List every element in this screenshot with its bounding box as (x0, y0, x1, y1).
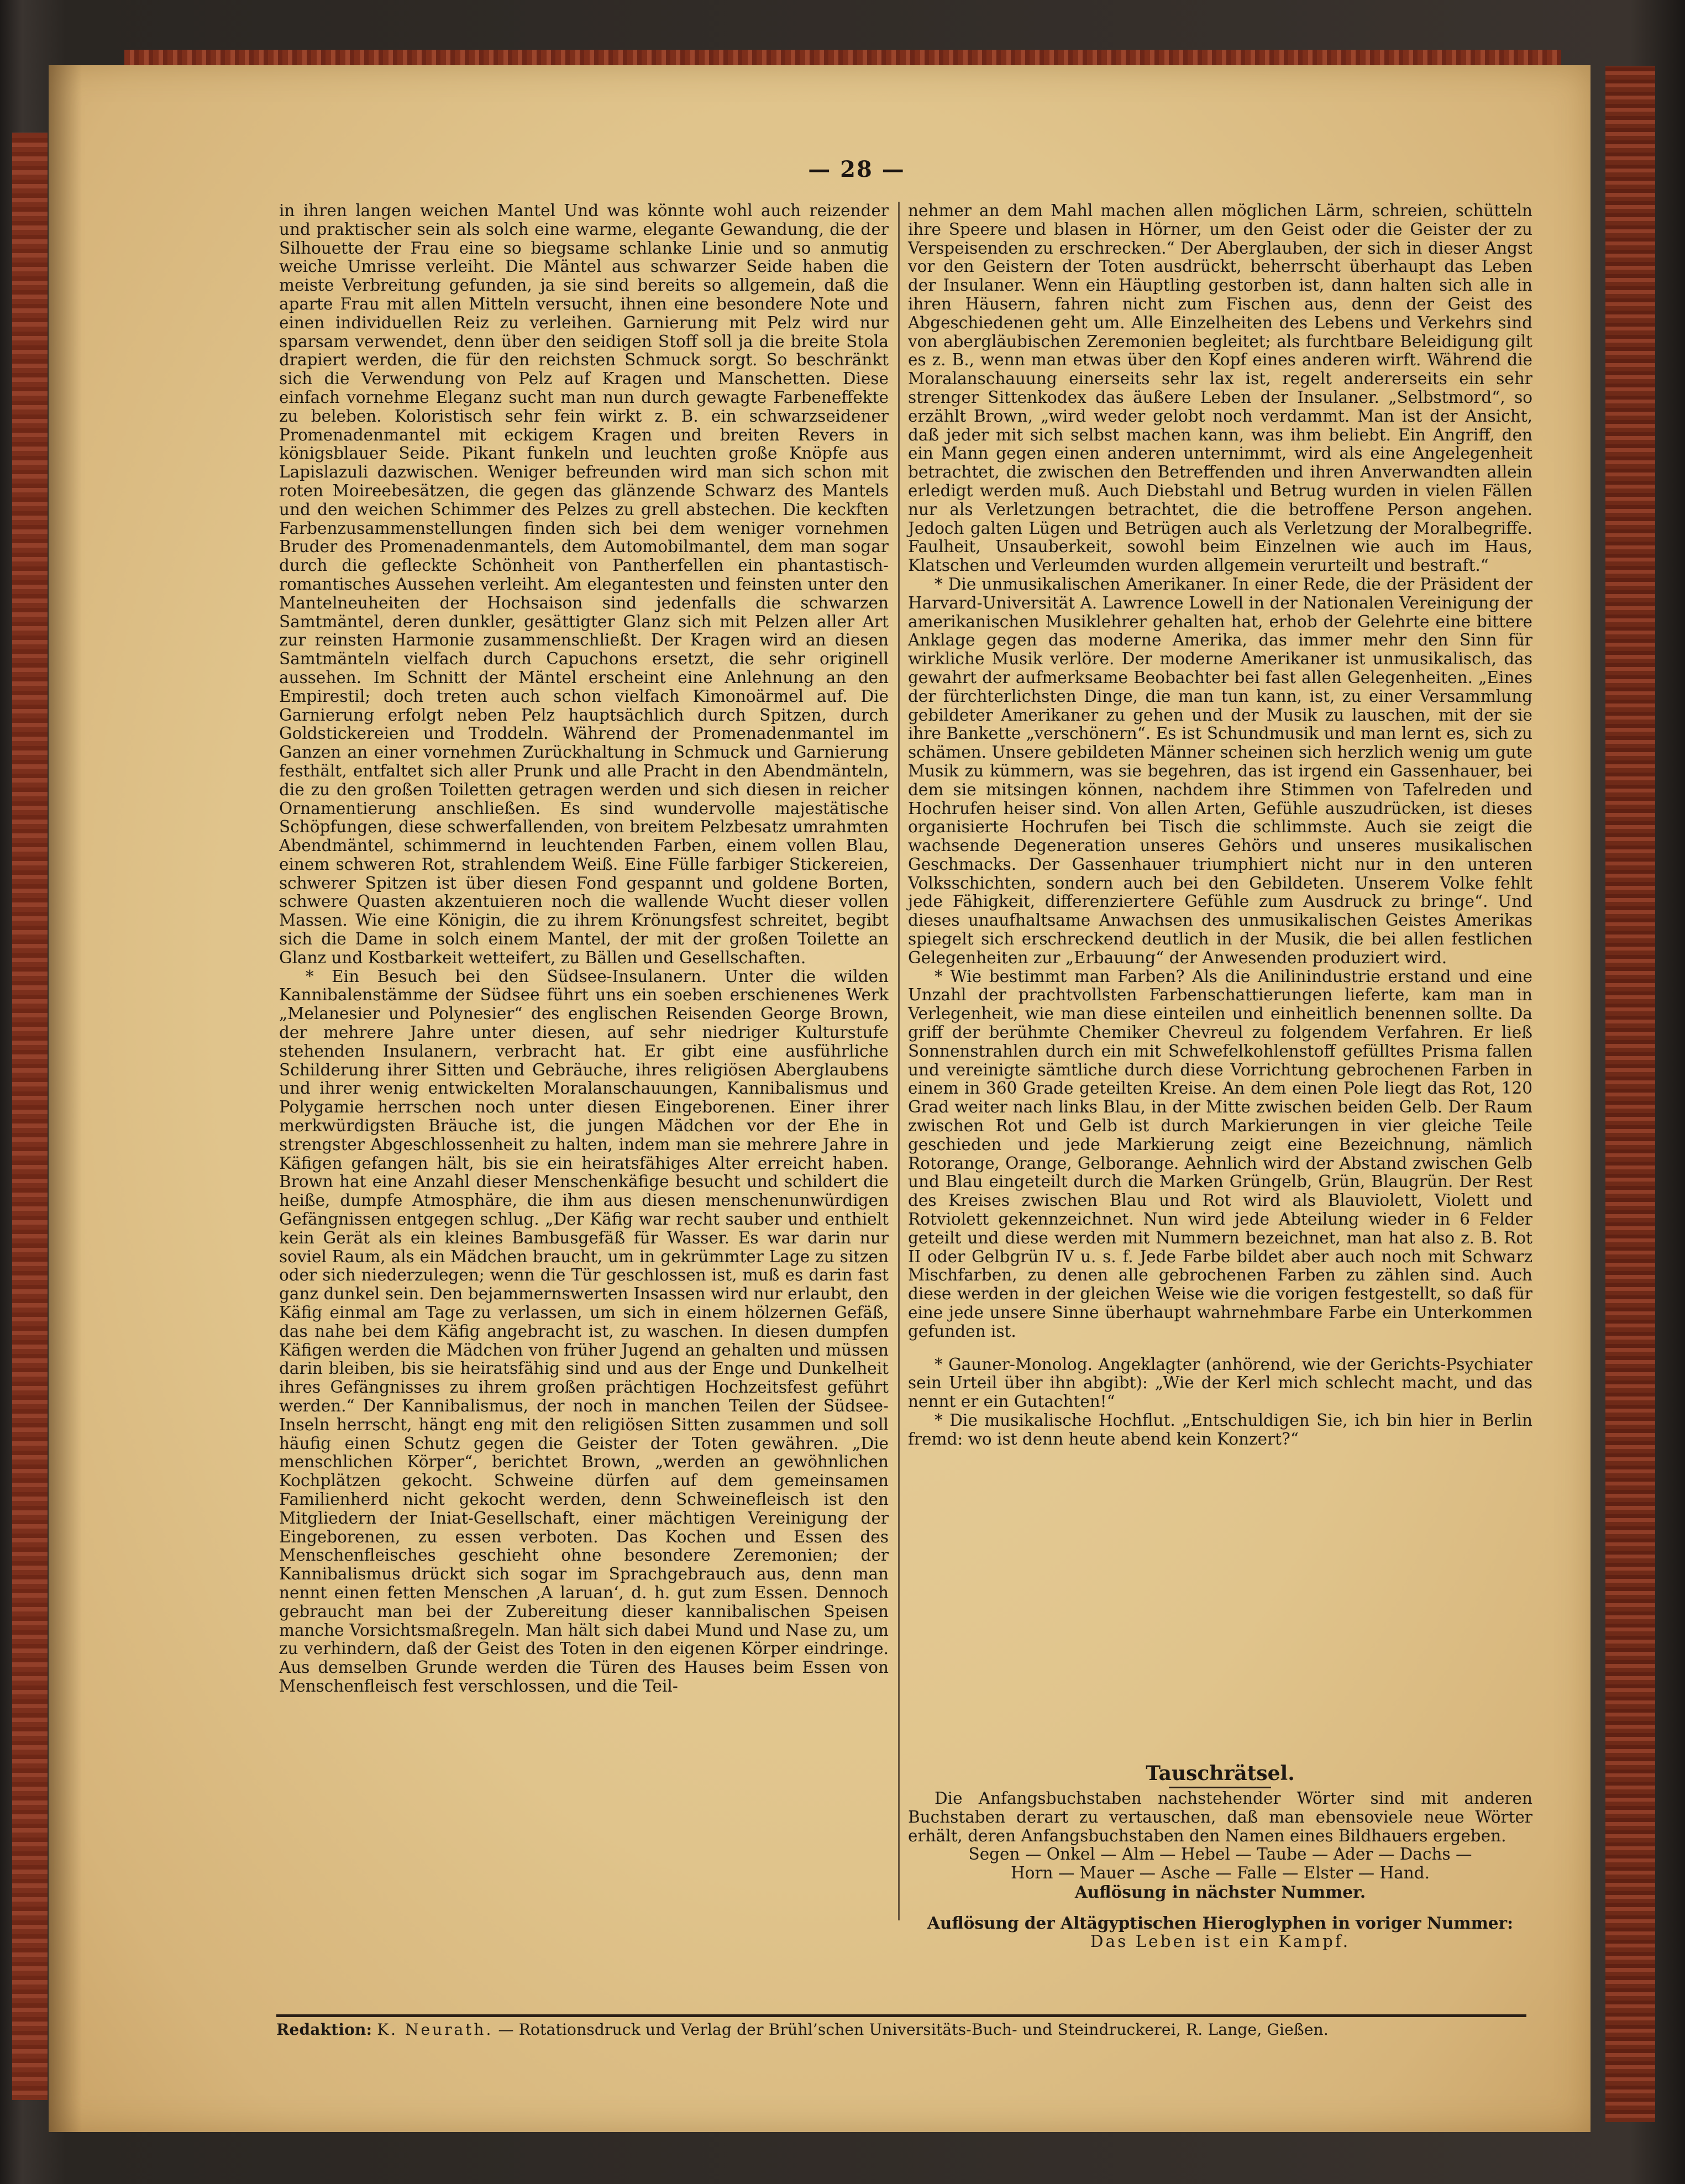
anecdote-hochflut: * Die musikalische Hochflut. „Entschuldigen Sie, ich bin hier in Berlin fremd: wo ist denn heute abend kein Konzert?“ (908, 1411, 1532, 1448)
anecdote-gauner: * Gauner-Monolog. Angeklagter (anhörend, wie der Gerichts-Psychiater sein Urteil über ihn abgibt): „Wie der Kerl mich schlecht macht, und das nennt er ein Gutachten!“ (908, 1355, 1532, 1411)
footer-editor: K. Neurath. (377, 2020, 494, 2039)
left-column (279, 202, 889, 1696)
footer-rule (276, 2014, 1526, 2017)
puzzle-title-underline (1169, 1787, 1271, 1788)
puzzle-title: Tauschrätsel. (1146, 1762, 1295, 1785)
article-coats: in ihren langen weichen Mantel Und was könnte wohl auch reizender und praktischer sein als solch eine warme, elegante Gewandung, die der Silhouette der Frau eine so biegsame schlanke Linie und so anmutig weiche Umrisse verleiht. Die Mäntel aus schwarzer Seide haben die meiste Verbreitung gefunden, ja sie sind bereits so allgemein, daß die aparte Frau mit allen Mitteln versucht, ihnen eine besondere Note und einen individuellen Reiz zu verleihen. Garnierung mit Pelz wird nur sparsam verwendet, denn über den seidigen Stoff soll ja die breite Stola drapiert werden, die für den reichsten Schmuck sorgt. So beschränkt sich die Verwendung von Pelz auf Kragen und Manschetten. Diese einfach vornehme Eleganz sucht man nun durch gewagte Farbeneffekte zu beleben. Koloristisch sehr fein wirkt z. B. ein schwarzseidener Promenadenmantel mit eckigem Kragen und breiten Revers in königsblauer Seide. Pikant funkeln und leuchten große Knöpfe aus Lapislazuli dazwischen. Weniger befreunden wird man sich schon mit roten Moireebesätzen, die gegen das glänzende Schwarz des Mantels und den weichen Schimmer des Pelzes zu grell abstechen. Die keckften Farbenzusammenstellungen finden sich bei dem weniger vornehmen Bruder des Promenadenmantels, dem Automobilmantel, dem man sogar durch die gefleckte Schönheit von Pantherfellen ein phantastisch-romantisches Aussehen verleiht. Am elegantesten und feinsten unter den Mantelneuheiten der Hochsaison sind jedenfalls die schwarzen Samtmäntel, deren dunkler, gesättigter Glanz sich mit Pelzen aller Art zur reinsten Harmonie zusammenschließt. Der Kragen wird an diesen Samtmänteln vielfach durch Capuchons ersetzt, die sehr originell aussehen. Im Schnitt der Mäntel erscheint eine Anlehnung an den Empirestil; doch treten auch schon vielfach Kimonoärmel auf. Die Garnierung erfolgt neben Pelz hauptsächlich durch Spitzen, durch Goldstickereien und Troddeln. Während der Promenadenmantel im Ganzen an einer vornehmen Zurückhaltung in Schmuck und Garnierung festhält, entfaltet sich aller Prunk und alle Pracht in den Abendmänteln, die zu den großen Toiletten getragen werden und sich diesen in reicher Ornamentierung anschließen. Es sind wundervolle majestätische Schöpfungen, diese schwerfallenden, von breitem Pelzbesatz umrahmten Abendmäntel, schimmernd in leuchtenden Farben, einem vollen Blau, einem schweren Rot, strahlendem Weiß. Eine Fülle farbiger Stickereien, schwerer Spitzen ist über diesen Fond gespannt und goldene Borten, schwere Quasten akzentuieren noch die wallende Wucht dieser vollen Massen. Wie eine Königin, die zu ihrem Krönungsfest schreitet, begibt sich die Dame in solch einem Mantel, der mit der großen Toilette an Glanz und Kostbarkeit wetteifert, zu Bällen und Gesellschaften. (279, 201, 889, 967)
puzzle-words-line-1: Segen — Onkel — Alm — Hebel — Taube — Ader — Dachs — (968, 1845, 1472, 1864)
solution-text: Das Leben ist ein Kampf. (1090, 1931, 1351, 1951)
right-column (908, 202, 1532, 1449)
page-number: — 28 — (808, 156, 905, 182)
footer-printer: — Rotationsdruck und Verlag der Brühl’schen Universitäts-Buch- und Steindruckerei, R. Lange, Gießen. (498, 2020, 1329, 2039)
binding-edge-left (12, 133, 48, 2100)
solution-label: Auflösung der Altägyptischen Hieroglyphen in voriger Nummer: (927, 1913, 1513, 1933)
footer-label: Redaktion: (276, 2020, 372, 2039)
article-suedsee: * Ein Besuch bei den Südsee-Insulanern. Unter die wilden Kannibalenstämme der Südsee führt uns ein soeben erschienenes Werk „Melanesier und Polynesier“ des englischen Reisenden George Brown, der mehrere Jahre unter diesen, auf sehr niedriger Kulturstufe stehenden Insulanern, verbracht hat. Er gibt eine ausführliche Schilderung ihrer Sitten und Gebräuche, ihres religiösen Aberglaubens und ihrer wenig entwickelten Moralanschauungen, Kannibalismus und Polygamie herrschen noch unter diesen Eingeborenen. Einer ihrer merkwürdigsten Bräuche ist, die jungen Mädchen vor der Ehe in strengster Abgeschlossenheit zu halten, indem man sie mehrere Jahre in Käfigen gefangen hält, bis sie ein heiratsfähiges Alter erreicht haben. Brown hat eine Anzahl dieser Menschenkäfige besucht und schildert die heiße, dumpfe Atmosphäre, die ihm aus diesen menschenunwürdigen Gefängnissen entgegen schlug. „Der Käfig war recht sauber und enthielt kein Gerät als ein kleines Bambusgefäß für Wasser. Es war darin nur soviel Raum, als ein Mädchen braucht, um in gekrümmter Lage zu sitzen oder sich niederzulegen; wenn die Tür geschlossen ist, muß es darin fast ganz dunkel sein. Den bejammernswerten Insassen wird nur erlaubt, den Käfig einmal am Tage zu verlassen, um sich in einem hölzernen Gefäß, das nahe bei dem Käfig angebracht ist, zu waschen. In diesen dumpfen Käfigen werden die Mädchen von früher Jugend an gehalten und müssen darin bleiben, bis sie heiratsfähig sind und aus der Enge und Dunkelheit ihres Gefängnisses zu ihrem großen prächtigen Hochzeitsfest geführt werden.“ Der Kannibalismus, der noch in manchen Teilen der Südsee-Inseln herrscht, hängt eng mit den religiösen Sitten zusammen und soll häufig einen Schutz gegen die Geister der Toten gewähren. „Die menschlichen Körper“, berichtet Brown, „werden an gewöhnlichen Kochplätzen gekocht. Schweine dürfen auf dem gemeinsamen Familienherd nicht gekocht werden, denn Schweinefleisch ist den Mitgliedern der Iniat-Gesellschaft, einer mächtigen Vereinigung der Eingeborenen, zu essen verboten. Das Kochen und Essen des Menschenfleisches geschieht ohne besondere Zeremonien; der Kannibalismus drückt sich sogar im Sprachgebrauch aus, denn man nennt einen fetten Menschen ‚A laruan‘, d. h. gut zum Essen. Dennoch gebraucht man bei der Zubereitung dieser kannibalischen Speisen manche Vorsichtsmaßregeln. Man hält sich dabei Mund und Nase zu, um zu verhindern, daß der Geist des Toten in den eigenen Körper eindringe. Aus demselben Grunde werden die Türen des Hauses beim Essen von Menschenfleisch fest verschlossen, und die Teil- (279, 967, 889, 1695)
article-farben: * Wie bestimmt man Farben? Als die Anilinindustrie erstand und eine Unzahl der prachtvollsten Farbenschattierungen lieferte, kam man in Verlegenheit, wie man diese einteilen und einheitlich benennen sollte. Da griff der berühmte Chemiker Chevreul zu folgendem Verfahren. Er ließ Sonnenstrahlen durch ein mit Schwefelkohlenstoff gefülltes Prisma fallen und vereinigte sämtliche durch diese Vorrichtung gebrochenen Farben in einem in 360 Grade geteilten Kreise. An dem einen Pole liegt das Rot, 120 Grad weiter nach links Blau, in der Mitte zwischen beiden Gelb. Der Raum zwischen Rot und Gelb ist durch Markierungen in vier gleiche Teile geschieden und jede Markierung zeigt eine Bezeichnung, nämlich Rotorange, Orange, Gelborange. Aehnlich wird der Abstand zwischen Gelb und Blau eingeteilt durch die Marken Grüngelb, Grün, Blaugrün. Der Rest des Kreises zwischen Blau und Rot wird als Blauviolett, Violett und Rotviolett gekennzeichnet. Nun wird jede Abteilung wieder in 6 Felder geteilt und diese werden mit Nummern bezeichnet, man hat also z. B. Rot II oder Gelbgrün IV u. s. f. Jede Farbe bildet aber auch noch mit Schwarz Mischfarben, zu denen alle gebrochenen Farben zu zählen sind. Auch diese werden in der gleichen Weise wie die vorigen festgestellt, so daß für eine jede unsere Sinne überhaupt wahrnehmbare Farbe ein Unterkommen gefunden ist. (908, 967, 1532, 1341)
binding-edge-right (1605, 66, 1655, 2122)
puzzle-box (908, 1789, 1532, 1951)
column-divider (898, 202, 900, 1920)
imprint-footer (276, 2020, 1526, 2039)
puzzle-note: Auflösung in nächster Nummer. (1074, 1882, 1366, 1902)
puzzle-instructions: Die Anfangsbuchstaben nachstehender Wörter sind mit anderen Buchstaben derart zu vertauschen, daß man ebensoviele neue Wörter erhält, deren Anfangsbuchstaben den Namen eines Bildhauers ergeben. (908, 1789, 1532, 1845)
article-suedsee-continued: nehmer an dem Mahl machen allen möglichen Lärm, schreien, schütteln ihre Speere und blasen in Hörner, um den Geist oder die Geister der zu Verspeisenden zu erschrecken.“ Der Aberglauben, der sich in dieser Angst vor den Geistern der Toten ausdrückt, beherrscht überhaupt das Leben der Insulaner. Wenn ein Häuptling gestorben ist, dann halten sich alle in ihren Häusern, fahren nicht zum Fischen aus, denn der Geist des Abgeschiedenen geht um. Alle Einzelheiten des Lebens und Verkehrs sind von abergläubischen Zeremonien begleitet; als furchtbare Beleidigung gilt es z. B., wenn man etwas über den Kopf eines anderen wirft. Während die Moralanschauung einerseits sehr lax ist, regelt andererseits ein sehr strenger Sittenkodex das äußere Leben der Insulaner. „Selbstmord“, so erzählt Brown, „wird weder gelobt noch verdammt. Man ist der Ansicht, daß jeder mit sich selbst machen kann, was ihm beliebt. Ein Angriff, den ein Mann gegen einen anderen unternimmt, wird als eine Angelegenheit betrachtet, die zwischen den Betreffenden und ihren Anverwandten allein erledigt werden muß. Auch Diebstahl und Betrug wurden in vielen Fällen nur als Verletzungen betrachtet, die die betroffene Person angehen. Jedoch galten Lügen und Betrügen auch als Verletzung der Moralbegriffe. Faulheit, Unsauberkeit, sowohl beim Einzelnen wie auch im Haus, Klatschen und Verleumden wurden allgemein verurteilt und bestraft.“ (908, 201, 1532, 575)
spine-shadow (49, 65, 82, 2132)
puzzle-words-line-2: Horn — Mauer — Asche — Falle — Elster — Hand. (1010, 1863, 1430, 1883)
article-amerikaner: * Die unmusikalischen Amerikaner. In einer Rede, die der Präsident der Harvard-Universität A. Lawrence Lowell in der Nationalen Vereinigung der amerikanischen Musiklehrer gehalten hat, erhob der Gelehrte eine bittere Anklage gegen das moderne Amerika, das immer mehr den Sinn für wirkliche Musik verlöre. Der moderne Amerikaner ist unmusikalisch, das gewahrt der aufmerksame Beobachter bei fast allen Gelegenheiten. „Eines der fürchterlichsten Dinge, die man tun kann, ist, zu einer Versammlung gebildeter Amerikaner zu gehen und der Musik zu lauschen, mit der sie ihre Bankette „verschönern“. Es ist Schundmusik und man lernt es, sich zu schämen. Unsere gebildeten Männer scheinen sich herzlich wenig um gute Musik zu kümmern, was sie begehren, das ist irgend ein Gassenhauer, bei dem sie mitsingen können, nachdem ihre Stimmen von Tafelreden und Hochrufen heiser sind. Von allen Arten, Gefühle auszudrücken, ist dieses organisierte Hochrufen bei Tisch die schlimmste. Auch sie zeigt die wachsende Degeneration unseres Gehörs und unseres musikalischen Geschmacks. Der Gassenhauer triumphiert nicht nur in den unteren Volksschichten, sondern auch bei den Gebildeten. Unserem Volke fehlt jede Fähigkeit, differenziertere Gefühle zum Ausdruck zu bringe“. Und dieses unaufhaltsame Anwachsen des unmusikalischen Geistes Amerikas spiegelt sich erschreckend deutlich in der Musik, die bei allen festlichen Gelegenheiten zur „Erbauung“ der Anwesenden produziert wird. (908, 574, 1532, 967)
